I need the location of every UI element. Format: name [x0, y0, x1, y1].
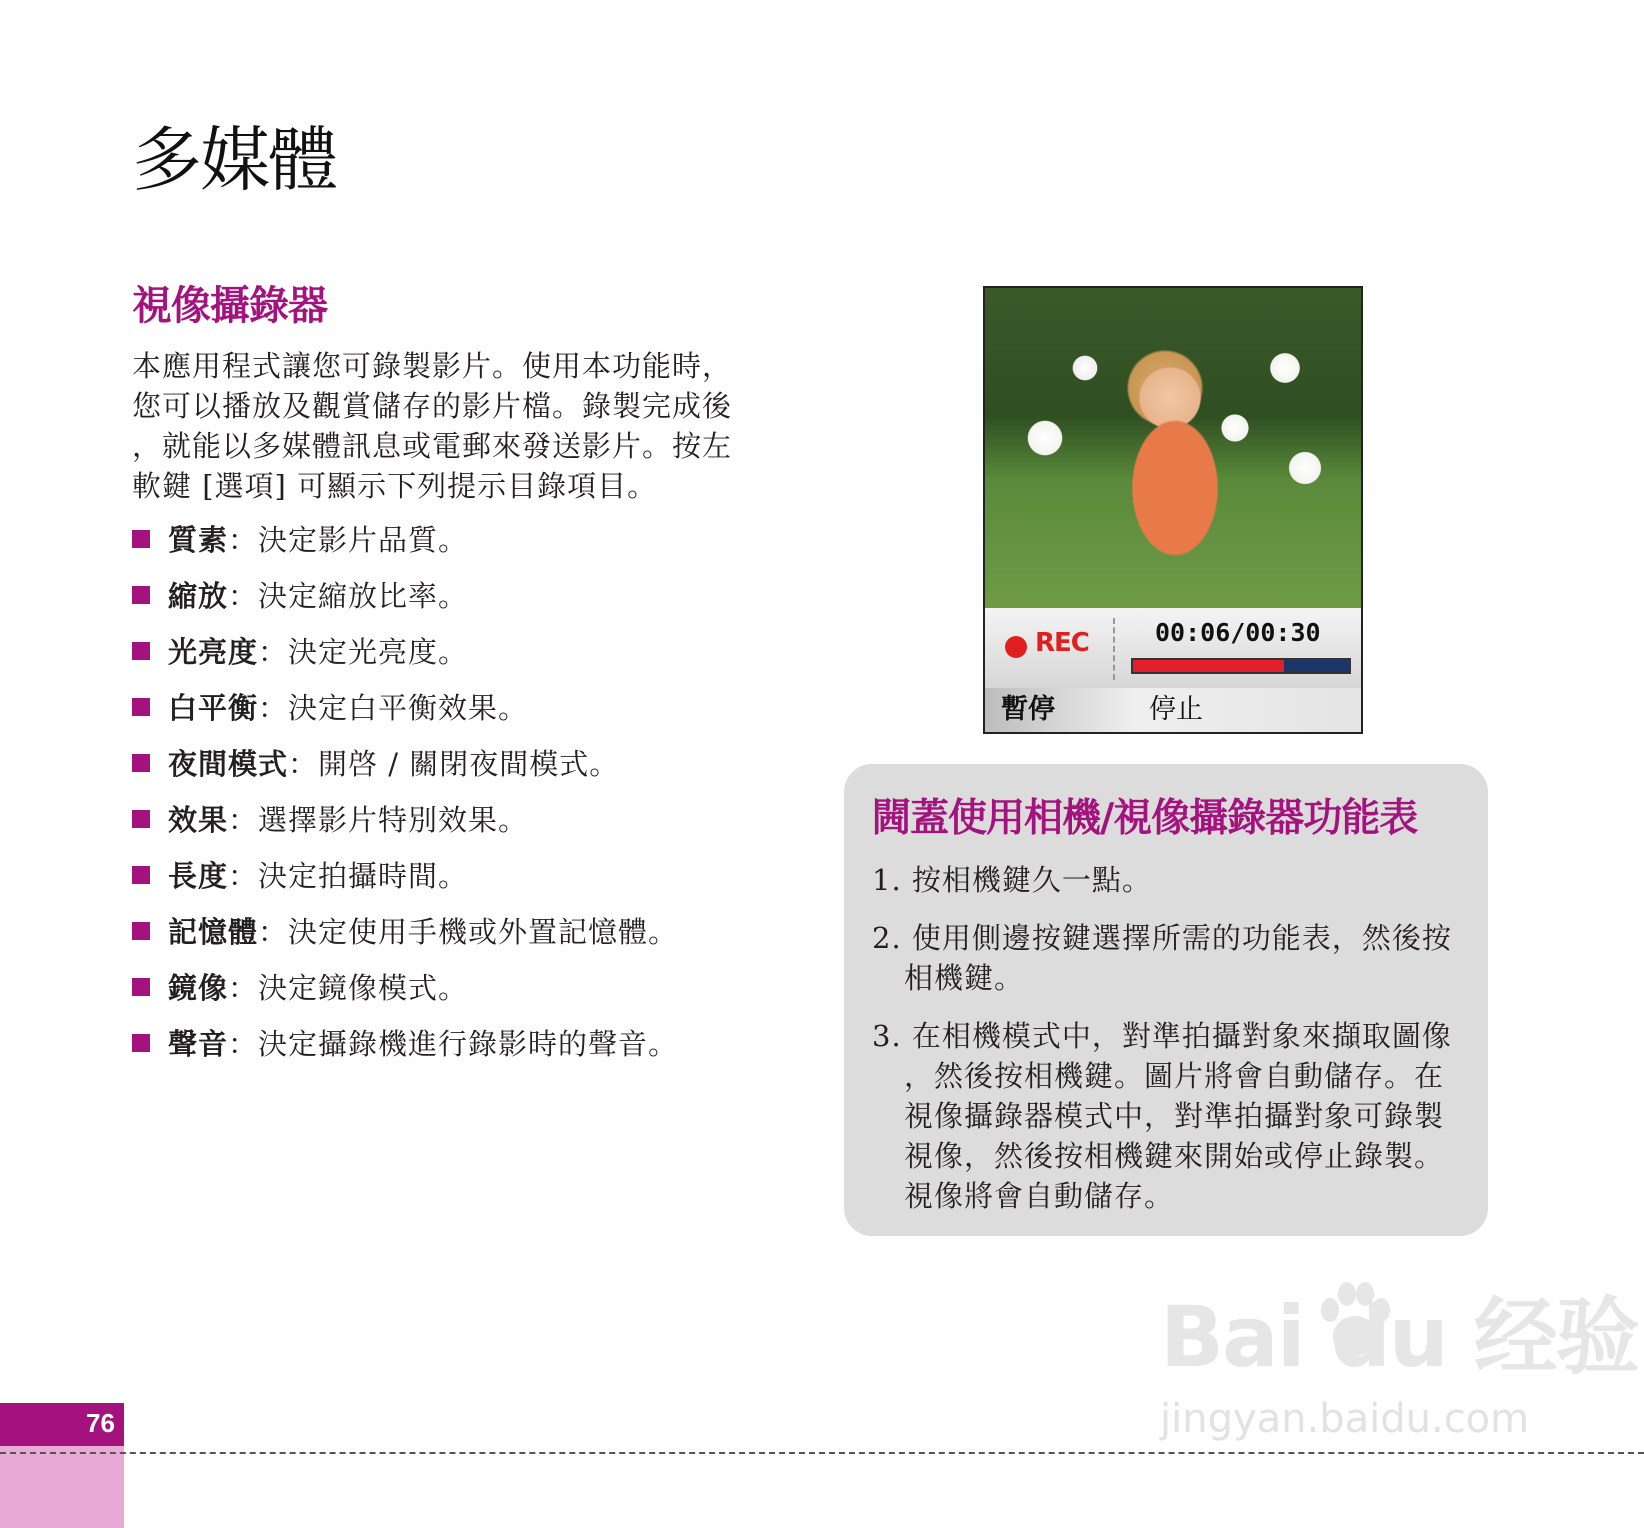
- video-preview-photo: [985, 288, 1361, 608]
- phone-screenshot: [983, 286, 1363, 734]
- step-line: 1. 按相機鍵久一點。: [872, 863, 1152, 897]
- list-item: [132, 634, 732, 690]
- list-item: [132, 970, 732, 1026]
- step-line: 視像攝錄器模式中，對準拍攝對象可錄製: [904, 1099, 1445, 1133]
- option-label: 記憶體: [168, 915, 259, 949]
- option-label: 光亮度: [168, 635, 259, 669]
- step-line: ，然後按相機鍵。圖片將會自動儲存。在: [904, 1059, 1445, 1093]
- status-divider: [1113, 618, 1115, 680]
- step-line: 3. 在相機模式中，對準拍攝對象來擷取圖像: [872, 1019, 1452, 1053]
- option-description: 選擇影片特別效果。: [258, 803, 529, 837]
- tip-step: [872, 918, 1452, 998]
- option-label: 夜間模式: [168, 747, 289, 781]
- list-item: [132, 578, 732, 634]
- bullet-square-icon: [132, 530, 150, 548]
- step-line: 視像，然後按相機鍵來開始或停止錄製。: [904, 1139, 1445, 1173]
- bullet-square-icon: [132, 810, 150, 828]
- list-item: [132, 522, 732, 578]
- tip-step: [872, 1016, 1452, 1216]
- bullet-square-icon: [132, 978, 150, 996]
- intro-paragraph: [132, 346, 762, 506]
- option-label: 縮放: [168, 579, 229, 613]
- list-item: [132, 746, 732, 802]
- option-description: 決定使用手機或外置記憶體。: [288, 915, 679, 949]
- option-list: [132, 522, 732, 1082]
- option-separator: ：: [228, 803, 259, 837]
- bullet-square-icon: [132, 642, 150, 660]
- option-description: 決定影片品質。: [258, 523, 469, 557]
- page-tab-light: [0, 1446, 124, 1528]
- list-item: [132, 690, 732, 746]
- option-separator: ：: [228, 971, 259, 1005]
- option-description: 決定白平衡效果。: [288, 691, 529, 725]
- rec-label: REC: [1035, 628, 1089, 658]
- option-separator: ：: [228, 523, 259, 557]
- option-label: 長度: [168, 859, 229, 893]
- list-item: [132, 802, 732, 858]
- option-description: 決定攝錄機進行錄影時的聲音。: [258, 1027, 679, 1061]
- option-separator: ：: [258, 691, 289, 725]
- page-number: 76: [86, 1408, 115, 1438]
- option-description: 決定光亮度。: [288, 635, 469, 669]
- footer-divider: [0, 1452, 1644, 1454]
- intro-line: 軟鍵 [選項] 可顯示下列提示目錄項目。: [132, 469, 658, 503]
- page-title: 多媒體: [132, 119, 336, 201]
- list-item: [132, 1026, 732, 1082]
- recording-progress-bar: [1131, 658, 1351, 674]
- bullet-square-icon: [132, 1034, 150, 1052]
- intro-line: 您可以播放及觀賞儲存的影片檔。錄製完成後: [132, 389, 733, 423]
- option-separator: ：: [288, 747, 319, 781]
- option-description: 決定縮放比率。: [258, 579, 469, 613]
- option-separator: ：: [258, 635, 289, 669]
- option-label: 效果: [168, 803, 229, 837]
- option-separator: ：: [258, 915, 289, 949]
- option-separator: ：: [228, 1027, 259, 1061]
- bullet-square-icon: [132, 698, 150, 716]
- option-description: 決定拍攝時間。: [258, 859, 469, 893]
- option-separator: ：: [228, 859, 259, 893]
- intro-line: ，就能以多媒體訊息或電郵來發送影片。按左: [132, 429, 733, 463]
- option-label: 鏡像: [168, 971, 229, 1005]
- bullet-square-icon: [132, 922, 150, 940]
- pause-softkey[interactable]: 暫停: [1001, 694, 1055, 725]
- option-label: 質素: [168, 523, 229, 557]
- section-heading: 視像攝錄器: [132, 282, 327, 329]
- recording-time: 00:06/00:30: [1155, 618, 1321, 647]
- bullet-square-icon: [132, 866, 150, 884]
- option-description: 開啓 / 關閉夜間模式。: [318, 747, 620, 781]
- intro-line: 本應用程式讓您可錄製影片。使用本功能時，: [132, 349, 733, 383]
- stop-softkey[interactable]: 停止: [1149, 694, 1203, 725]
- watermark-url: jingyan.baidu.com: [1160, 1396, 1530, 1442]
- bullet-square-icon: [132, 586, 150, 604]
- tip-step: [872, 860, 1152, 900]
- bullet-square-icon: [132, 754, 150, 772]
- tip-heading: 閪蓋使用相機/視像攝錄器功能表: [872, 795, 1418, 841]
- option-label: 聲音: [168, 1027, 229, 1061]
- step-line: 2. 使用側邊按鍵選擇所需的功能表，然後按: [872, 921, 1452, 955]
- record-dot-icon: [1005, 636, 1027, 658]
- recording-progress-fill: [1133, 660, 1284, 672]
- option-description: 決定鏡像模式。: [258, 971, 469, 1005]
- list-item: [132, 914, 732, 970]
- list-item: [132, 858, 732, 914]
- option-label: 白平衡: [168, 691, 259, 725]
- option-separator: ：: [228, 579, 259, 613]
- step-line: 視像將會自動儲存。: [904, 1179, 1175, 1213]
- watermark-brand: Bai du 经验: [1160, 1288, 1638, 1386]
- step-line: 相機鍵。: [904, 961, 1025, 995]
